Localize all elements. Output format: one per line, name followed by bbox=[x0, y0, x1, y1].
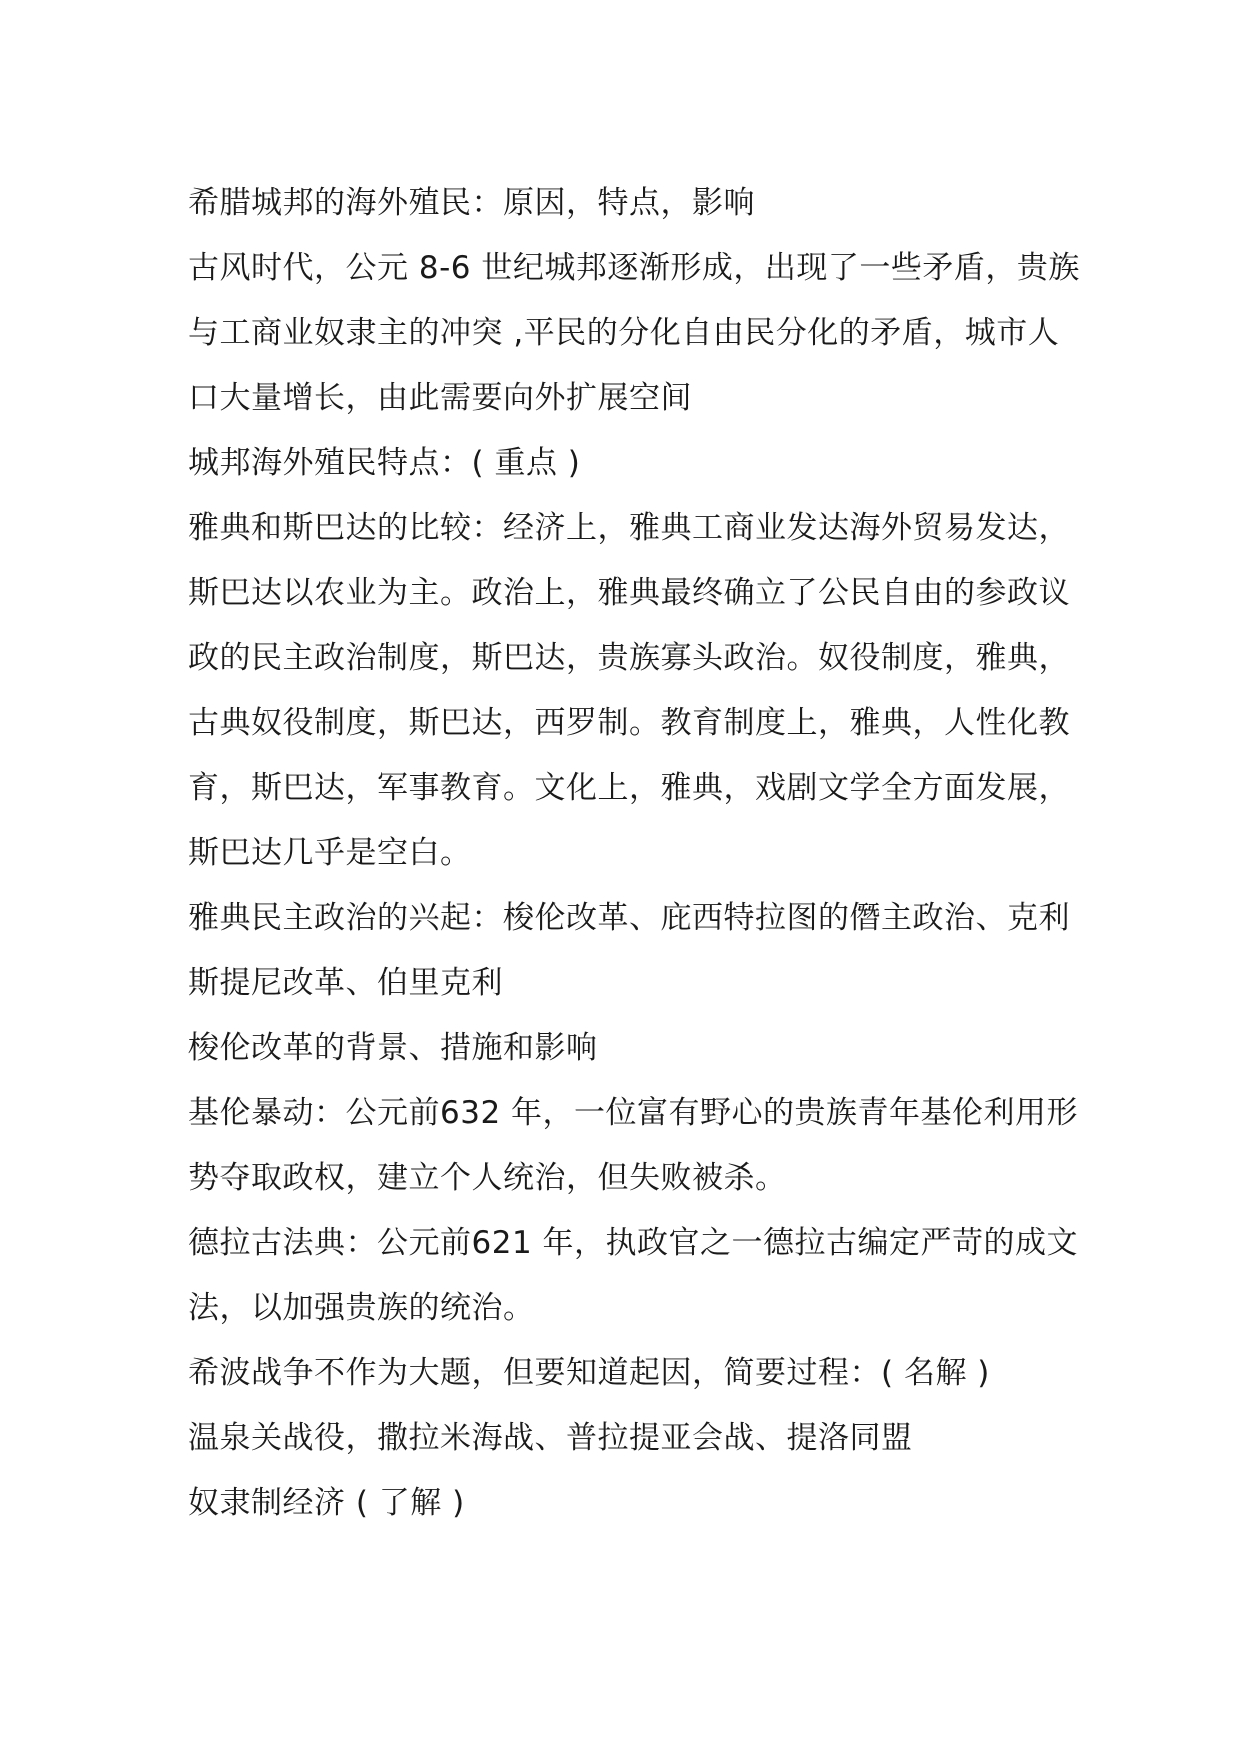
paragraph-athenian-democracy: 雅典民主政治的兴起：梭伦改革、庇西特拉图的僭主政治、克利斯提尼改革、伯里克利 bbox=[188, 900, 1070, 1001]
paragraph-cylon-revolt: 基伦暴动：公元前632 年，一位富有野心的贵族青年基伦利用形势夺取政权，建立个人统治，但失败被杀。 bbox=[188, 1095, 1079, 1196]
document-body bbox=[188, 171, 1088, 1536]
paragraph-colonization-heading: 希腊城邦的海外殖民：原因，特点，影响 bbox=[188, 185, 755, 221]
paragraph-battles: 温泉关战役，撒拉米海战、普拉提亚会战、提洛同盟 bbox=[188, 1420, 913, 1456]
paragraph-athens-sparta-comparison: 雅典和斯巴达的比较：经济上，雅典工商业发达海外贸易发达，斯巴达以农业为主。政治上，雅典最终确立了公民自由的参政议政的民主政治制度，斯巴达，贵族寡头政治。奴役制度，雅典，古典奴役制度，斯巴达，西罗制。教育制度上，雅典，人性化教育，斯巴达，军事教育。文化上，雅典，戏剧文学全方面发展，斯巴达几乎是空白。 bbox=[188, 510, 1070, 871]
paragraph-archaic-period: 古风时代，公元 8-6 世纪城邦逐渐形成，出现了一些矛盾，贵族与工商业奴隶主的冲突 ,平民的分化自由民分化的矛盾，城市人口大量增长，由此需要向外扩展空间 bbox=[188, 250, 1080, 416]
paragraph-slave-economy: 奴隶制经济 ( 了解 ) bbox=[188, 1485, 465, 1521]
paragraph-greco-persian-wars: 希波战争不作为大题，但要知道起因，简要过程：( 名解 ) bbox=[188, 1355, 990, 1391]
paragraph-draco-code: 德拉古法典：公元前621 年，执政官之一德拉古编定严苛的成文法，以加强贵族的统治。 bbox=[188, 1225, 1079, 1326]
paragraph-colonization-features: 城邦海外殖民特点：( 重点 ) bbox=[188, 445, 581, 481]
paragraph-solon-reform: 梭伦改革的背景、措施和影响 bbox=[188, 1030, 598, 1066]
